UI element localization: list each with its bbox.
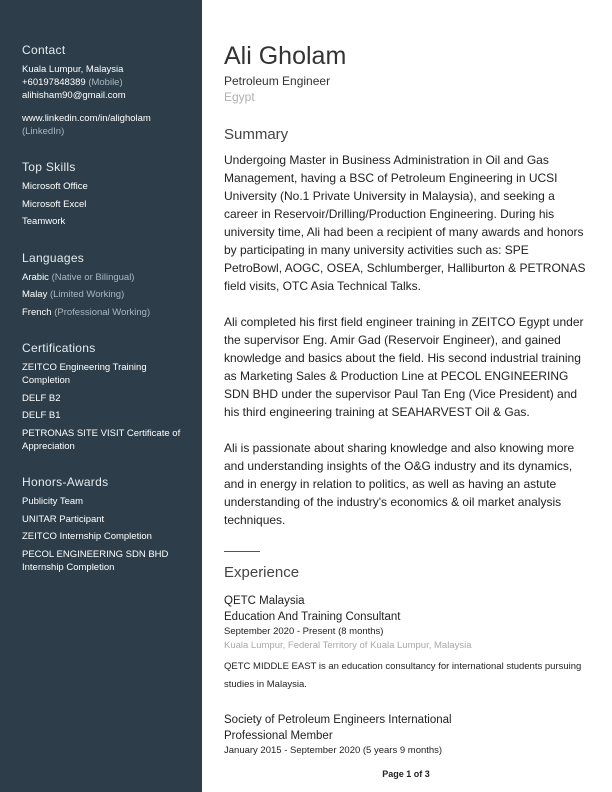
language-name: French — [22, 306, 52, 318]
contact-linkedin-label: (LinkedIn) — [22, 126, 65, 137]
certifications-heading: Certifications — [22, 341, 96, 355]
job-role: Professional Member — [224, 730, 333, 742]
summary-paragraph: Ali completed his first field engineer training in ZEITCO Egypt under the supervisor Eng. Amir Gad (Reservoir Engineer), and gained knowledge and basics about the field. His second industrial training as Marketing Sales & Production Line at PECOL ENGINEERING SDN BHD under the supervisor Paul Tan Eng (Vice President) and his third engineering training at SEAHARVEST Oil & Gas. — [224, 315, 584, 419]
contact-section — [22, 43, 194, 138]
job-company: QETC Malaysia — [224, 595, 305, 607]
contact-email[interactable]: alihisham90@gmail.com — [22, 90, 126, 101]
certification-item: ZEITCO Engineering Training Completion — [22, 362, 147, 386]
job-description: QETC MIDDLE EAST is an education consultancy for international students pursuing studies in Malaysia. — [224, 661, 582, 690]
languages-heading: Languages — [22, 250, 85, 265]
contact-phone-label: (Mobile) — [88, 77, 123, 88]
skill-item: Microsoft Office — [22, 181, 88, 192]
summary-paragraph: Undergoing Master in Business Administration in Oil and Gas Management, having a BSC of Petroleum Engineering in UCSI University (No.1 Private University in Malaysia), and seeking a career in Reservoir/Drilling/Production Engineering. During his university time, Ali had been a recipient of many awards and honors by participating in many university activities such as: SPE PetroBowl, AOGC, OSEA, Schlumberger, Halliburton & PETRONAS field visits, OTC Asia Technical Talks. — [224, 153, 586, 293]
language-item — [22, 271, 194, 284]
language-item — [22, 306, 194, 319]
honors-heading: Honors-Awards — [22, 475, 109, 489]
summary-heading: Summary — [224, 126, 289, 143]
honor-item: Publicity Team — [22, 496, 84, 507]
certifications-section — [22, 341, 194, 453]
honor-item: PECOL ENGINEERING SDN BHD Internship Completion — [22, 548, 169, 573]
job-dates: January 2015 - September 2020 (5 years 9 months) — [224, 745, 443, 756]
person-location: Egypt — [224, 90, 255, 104]
skills-section — [22, 160, 194, 228]
language-name: Malay — [22, 289, 48, 300]
job-location: Kuala Lumpur, Federal Territory of Kuala Lumpur, Malaysia — [224, 640, 472, 651]
contact-heading: Contact — [22, 43, 66, 57]
person-title: Petroleum Engineer — [224, 74, 331, 88]
contact-phone-line — [22, 76, 194, 89]
language-level: (Native or Bilingual) — [51, 271, 135, 283]
certification-item: DELF B1 — [22, 410, 61, 421]
honor-item: ZEITCO Internship Completion — [22, 531, 152, 542]
language-name: Arabic — [22, 271, 49, 283]
language-level: (Professional Working) — [54, 306, 151, 318]
contact-location: Kuala Lumpur, Malaysia — [22, 64, 124, 75]
contact-phone[interactable]: +60197848389 — [22, 77, 86, 88]
experience-heading: Experience — [224, 564, 300, 581]
job-dates: September 2020 - Present (8 months) — [224, 626, 384, 637]
language-level: (Limited Working) — [49, 289, 125, 300]
summary-paragraph: Ali is passionate about sharing knowledge and also knowing more and understanding insights of the O&G industry and its dynamics, and in energy in relation to politics, as well as having an astute understanding of the industry's economics & oil market analysis techniques. — [224, 441, 575, 527]
job-company: Society of Petroleum Engineers International — [224, 714, 452, 726]
job-entry — [224, 712, 590, 758]
sidebar — [0, 0, 202, 792]
certification-item: PETRONAS SITE VISIT Certificate of Appreciation — [22, 427, 181, 452]
main-content — [224, 40, 590, 758]
skills-heading: Top Skills — [22, 160, 76, 174]
certification-item: DELF B2 — [22, 392, 61, 404]
sidebar-content — [22, 43, 194, 578]
contact-linkedin[interactable]: www.linkedin.com/in/aligholam — [22, 113, 151, 124]
job-entry — [224, 593, 590, 694]
job-role: Education And Training Consultant — [224, 611, 401, 623]
skill-item: Teamwork — [22, 216, 66, 227]
page-number: Page 1 of 3 — [382, 769, 430, 779]
person-name: Ali Gholam — [224, 42, 347, 70]
honor-item: UNITAR Participant — [22, 513, 105, 525]
languages-section — [22, 251, 194, 319]
language-item — [22, 288, 194, 301]
skill-item: Microsoft Excel — [22, 198, 87, 210]
honors-section — [22, 475, 194, 574]
